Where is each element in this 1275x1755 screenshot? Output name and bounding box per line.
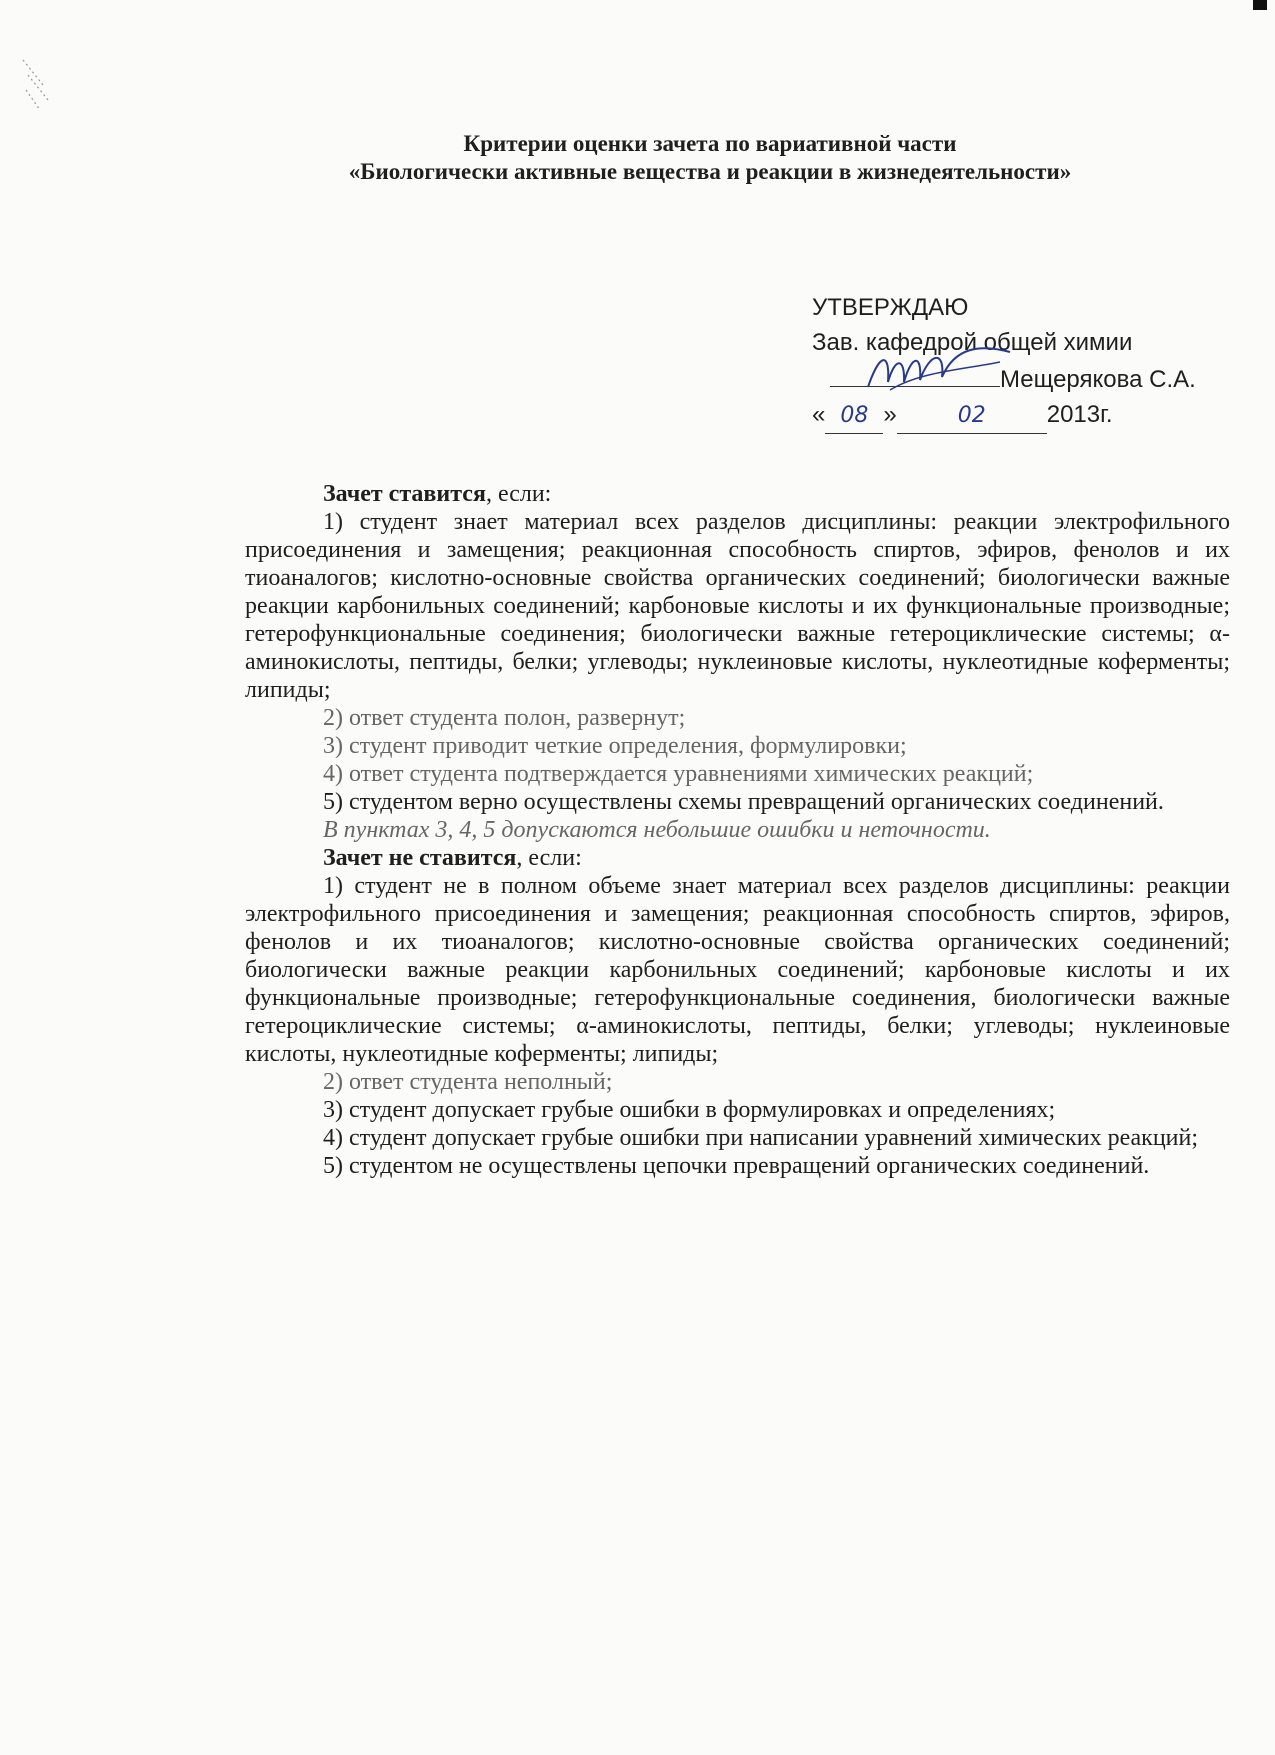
fail-item: 5) студентом не осуществлены цепочки превращений органических соединений. <box>323 1153 1150 1179</box>
approval-heading: УТВЕРЖДАЮ <box>812 294 969 321</box>
pass-note: В пунктах 3, 4, 5 допускаются небольшие ошибки и неточности. <box>323 817 991 843</box>
pass-item: 1) студент знает материал всех разделов дисциплины: реакции электрофильного присоединения и замещения; реакционная способность спиртов, эфиров, фенолов и их тиоаналогов; кислотно-основные свойства органических соединений; биологически важные реакции карбонильных соединений; карбоновые кислоты и их функциональные производные; гетерофункциональные соединения; биологически важные гетероциклические системы; α-аминокислоты, пептиды, белки; углеводы; нуклеиновые кислоты, нуклеотидные коферменты; липиды; <box>245 509 1230 703</box>
pass-item: 5) студентом верно осуществлены схемы превращений органических соединений. <box>323 789 1164 815</box>
document-title <box>230 130 1190 186</box>
title-line-1: Критерии оценки зачета по вариативной части <box>463 131 957 156</box>
date-day: 08 <box>825 398 883 434</box>
handwritten-signature-icon <box>860 332 1020 402</box>
date-close-quote: » <box>883 401 897 428</box>
date-month: 02 <box>897 398 1047 434</box>
fail-item: 1) студент не в полном объеме знает материал всех разделов дисциплины: реакции электрофильного присоединения и замещения; реакционная способность спиртов, эфиров, фенолов и их тиоаналогов; кислотно-основные свойства органических соединений; биологически важные реакции карбонильных соединений; карбоновые кислоты и их функциональные производные; гетерофункциональные соединения, биологически важные гетероциклические системы; α-аминокислоты, пептиды, белки; углеводы; нуклеиновые кислоты, нуклеотидные коферменты; липиды; <box>245 873 1230 1067</box>
pass-item: 3) студент приводит четкие определения, формулировки; <box>323 733 907 759</box>
approval-position: Зав. кафедрой общей химии <box>812 329 1133 356</box>
fail-item: 4) студент допускает грубые ошибки при написании уравнений химических реакций; <box>323 1125 1199 1151</box>
pass-item: 2) ответ студента полон, развернут; <box>323 705 686 731</box>
fail-item: 3) студент допускает грубые ошибки в формулировках и определениях; <box>323 1097 1056 1123</box>
date-year: 2013г. <box>1046 401 1113 428</box>
approval-date-row <box>812 397 1252 434</box>
title-line-2: «Биологически активные вещества и реакции в жизнедеятельности» <box>348 159 1072 184</box>
pass-heading: Зачет ставится, если: <box>323 481 552 507</box>
criteria-body <box>245 480 1230 1180</box>
fail-heading: Зачет не ставится, если: <box>323 845 582 871</box>
date-open-quote: « <box>812 401 826 428</box>
approval-signatory: Мещерякова С.А. <box>1000 366 1196 393</box>
fail-item: 2) ответ студента неполный; <box>323 1069 613 1095</box>
pass-item: 4) ответ студента подтверждается уравнениями химических реакций; <box>323 761 1034 787</box>
scan-artifact <box>1253 0 1267 10</box>
margin-scribble-icon <box>18 55 58 115</box>
